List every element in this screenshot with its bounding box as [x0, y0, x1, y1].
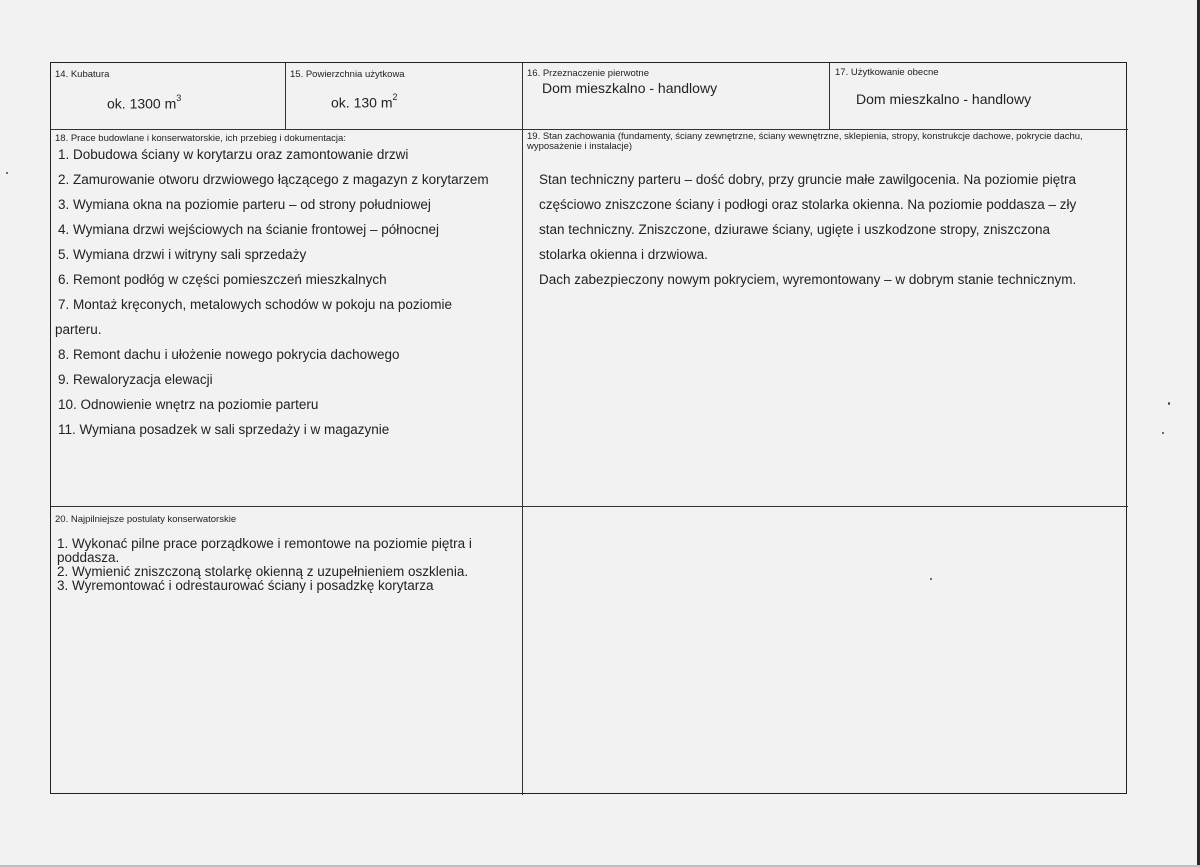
postulaty-list — [57, 537, 517, 593]
text-line: stolarka okienna i drzwiowa. — [539, 247, 708, 262]
text-line: Stan techniczny parteru – dość dobry, przy gruncie małe zawilgocenia. Na poziomie piętra — [539, 172, 1077, 187]
list-item: 5. Wymiana drzwi i witryny sali sprzedaży — [58, 247, 307, 262]
kubatura-label: 14. Kubatura — [55, 69, 110, 80]
list-item: 8. Remont dachu i ułożenie nowego pokrycia dachowego — [58, 347, 400, 362]
uzytkowanie-cell — [830, 63, 1128, 129]
stan-label: 19. Stan zachowania (fundamenty, ściany zewnętrzne, ściany wewnętrzne, sklepienia, stropy, konstrukcje dachowe, pokrycie dachu, wyposażenie i instalacje) — [527, 131, 1083, 152]
list-item: 1. Dobudowa ściany w korytarzu oraz zamontowanie drzwi — [58, 147, 409, 162]
list-item: 3. Wyremontować i odrestaurować ściany i posadzkę korytarza — [57, 578, 434, 593]
postulaty-cell — [51, 507, 522, 795]
powierzchnia-cell — [286, 63, 522, 129]
scan-speck — [6, 172, 8, 174]
prace-cell — [51, 130, 522, 506]
text-line: stan techniczny. Zniszczone, dziurawe ściany, ugięte i uszkodzone stropy, zniszczona — [539, 222, 1050, 237]
list-item: 10. Odnowienie wnętrz na poziomie parteru — [58, 397, 319, 412]
text-line: Dach zabezpieczony nowym pokryciem, wyremontowany – w dobrym stanie technicznym. — [539, 272, 1077, 287]
kubatura-cell — [51, 63, 285, 129]
list-item: 9. Rewaloryzacja elewacji — [58, 372, 213, 387]
list-item: 7. Montaż kręconych, metalowych schodów w pokoju na poziomie — [58, 297, 452, 312]
list-item: parteru. — [55, 322, 102, 337]
empty-cell — [523, 507, 1128, 795]
list-item: 3. Wymiana okna na poziomie parteru – od strony południowej — [58, 197, 431, 212]
conservation-form-table — [50, 62, 1127, 794]
scan-speck — [930, 578, 932, 580]
scan-speck — [1168, 402, 1170, 405]
powierzchnia-label: 15. Powierzchnia użytkowa — [290, 69, 405, 80]
prace-label: 18. Prace budowlane i konserwatorskie, ich przebieg i dokumentacja: — [55, 133, 346, 144]
list-item: 6. Remont podłóg w części pomieszczeń mieszkalnych — [58, 272, 387, 287]
przeznaczenie-cell — [523, 63, 829, 129]
scan-speck — [1162, 432, 1164, 434]
przeznaczenie-value: Dom mieszkalno - handlowy — [542, 80, 718, 96]
list-item: 2. Wymienić zniszczoną stolarkę okienną z uzupełnieniem oszklenia. — [57, 564, 469, 579]
stan-cell — [523, 130, 1128, 506]
przeznaczenie-label: 16. Przeznaczenie pierwotne — [527, 68, 649, 79]
list-item: 1. Wykonać pilne prace porządkowe i remontowe na poziomie piętra i poddasza. — [57, 536, 472, 565]
uzytkowanie-label: 17. Użytkowanie obecne — [835, 67, 939, 78]
uzytkowanie-value: Dom mieszkalno - handlowy — [856, 91, 1032, 107]
kubatura-value: ok. 1300 $m^3$ — [107, 93, 182, 112]
list-item: 2. Zamurowanie otworu drzwiowego łączącego z magazyn z korytarzem — [58, 172, 489, 187]
prace-list — [55, 142, 489, 442]
list-item: 11. Wymiana posadzek w sali sprzedaży i w magazynie — [58, 422, 390, 437]
stan-text — [539, 167, 1139, 292]
postulaty-label: 20. Najpilniejsze postulaty konserwatorskie — [55, 514, 237, 525]
list-item: 4. Wymiana drzwi wejściowych na ścianie frontowej – północnej — [58, 222, 440, 237]
powierzchnia-value: ok. 130 $m^2$ — [331, 92, 398, 111]
text-line: częściowo zniszczone ściany i podłogi oraz stolarka okienna. Na poziomie poddasza – zły — [539, 197, 1077, 212]
